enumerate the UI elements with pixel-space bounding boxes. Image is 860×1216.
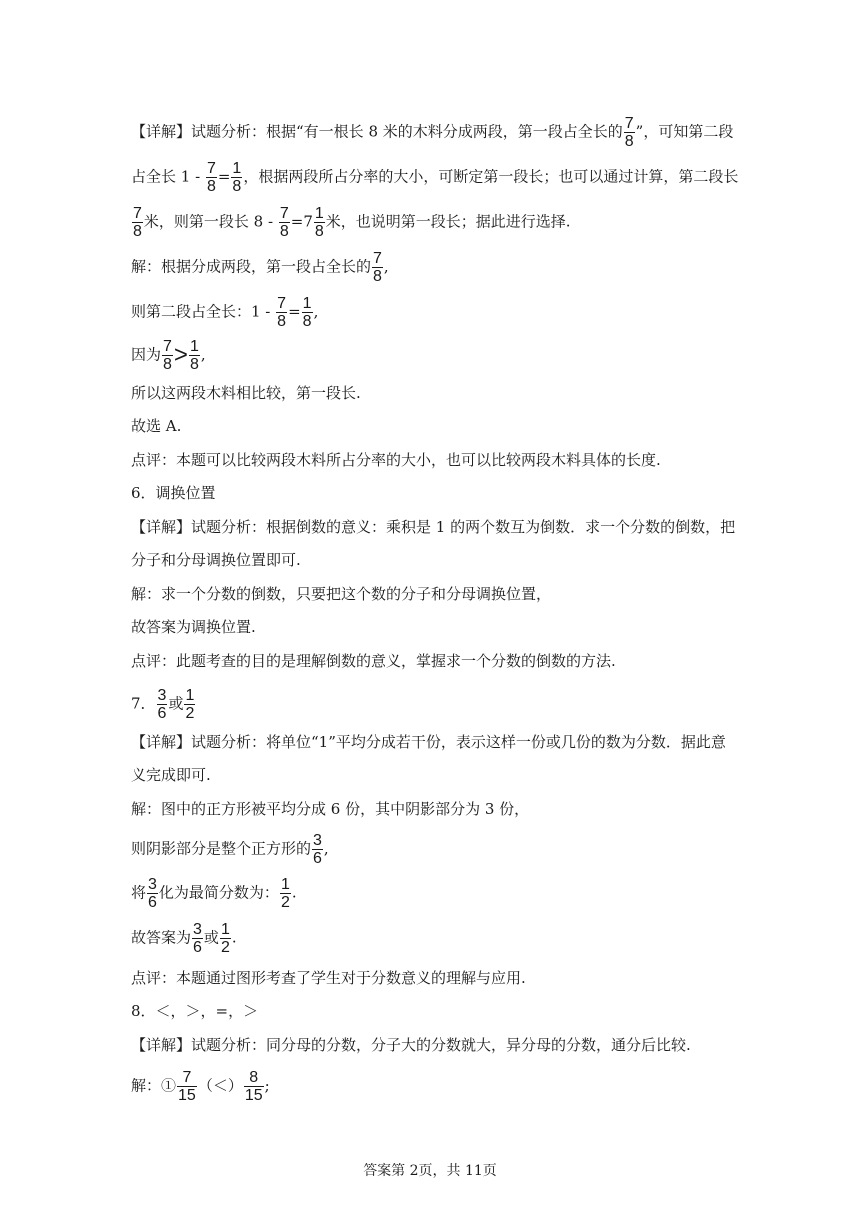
greater-than-sign: > bbox=[173, 341, 188, 369]
fraction: $\frac{7}{8}$ bbox=[206, 160, 216, 195]
question-6-answer: 6．调换位置 bbox=[131, 484, 216, 502]
fraction: $\frac{3}{6}$ bbox=[157, 687, 167, 722]
text: =7 bbox=[290, 212, 313, 231]
text: . bbox=[291, 883, 297, 902]
q7-analysis-line-2: 义完成即可. bbox=[131, 766, 211, 784]
text: ，根据两段所占分率的大小，可断定第一段长；也可以通过计算，第二段长 bbox=[243, 167, 739, 186]
question-8-answer: 8．＜，＞，=，＞ bbox=[131, 1002, 259, 1020]
text: 米，则第一段长 8 - bbox=[143, 212, 274, 231]
fraction: $\frac{3}{6}$ bbox=[148, 876, 157, 911]
fraction: $\frac{1}{8}$ bbox=[232, 160, 242, 195]
q7-solution-line-3 bbox=[131, 876, 297, 911]
text: 化为最简分数为： bbox=[158, 883, 279, 902]
q6-analysis-line-1: 【详解】试题分析：根据倒数的意义：乘积是 1 的两个数互为倒数．求一个分数的倒数，把 bbox=[131, 518, 736, 536]
fraction: $\frac{7}{15}$ bbox=[178, 1069, 196, 1104]
q7-solution-line-2 bbox=[131, 832, 329, 867]
fraction: $\frac{1}{2}$ bbox=[220, 921, 230, 956]
q6-analysis-line-2: 分子和分母调换位置即可. bbox=[131, 551, 301, 569]
solution-line-2 bbox=[131, 295, 318, 330]
fraction: $\frac{1}{8}$ bbox=[314, 205, 324, 240]
solution-line-3 bbox=[131, 338, 206, 373]
text: 因为 bbox=[131, 345, 162, 364]
fraction: $\frac{3}{6}$ bbox=[193, 921, 202, 956]
fraction: $\frac{1}{2}$ bbox=[280, 876, 290, 911]
text: , bbox=[313, 302, 319, 321]
q8-solution-line-1 bbox=[131, 1069, 270, 1104]
q6-solution: 解：求一个分数的倒数，只要把这个数的分子和分母调换位置， bbox=[131, 585, 552, 603]
text: . bbox=[231, 928, 237, 947]
fraction: $\frac{3}{6}$ bbox=[313, 832, 322, 867]
q7-answer bbox=[131, 921, 237, 956]
q6-comment: 点评：此题考查的目的是理解倒数的意义，掌握求一个分数的倒数的方法. bbox=[131, 652, 616, 670]
text: , bbox=[383, 257, 389, 276]
text: , bbox=[323, 839, 329, 858]
q7-analysis-line-1: 【详解】试题分析：将单位“1”平均分成若干份，表示这样一份或几份的数为分数．据此意 bbox=[131, 733, 726, 751]
fraction: $\frac{8}{15}$ bbox=[244, 1069, 263, 1104]
fraction: $\frac{1}{2}$ bbox=[185, 687, 195, 722]
text: = bbox=[288, 302, 301, 321]
analysis-line-2 bbox=[131, 160, 738, 195]
q8-analysis: 【详解】试题分析：同分母的分数，分子大的分数就大，异分母的分数，通分后比较. bbox=[131, 1036, 691, 1054]
q7-comment: 点评：本题通过图形考查了学生对于分数意义的理解与应用. bbox=[131, 969, 526, 987]
fraction: $\frac{7}{8}$ bbox=[279, 205, 289, 240]
text: 7． bbox=[131, 694, 156, 713]
fraction: $\frac{7}{8}$ bbox=[133, 205, 142, 240]
question-7-answer bbox=[131, 687, 196, 722]
text: （＜） bbox=[197, 1076, 243, 1095]
text: 故答案为 bbox=[131, 928, 192, 947]
fraction: $\frac{1}{8}$ bbox=[302, 295, 312, 330]
text: ; bbox=[264, 1076, 270, 1095]
text: 米，也说明第一段长；据此进行选择. bbox=[325, 212, 571, 231]
text: = bbox=[217, 167, 231, 186]
fraction: $\frac{7}{8}$ bbox=[277, 295, 287, 330]
text: ”，可知第二段 bbox=[635, 122, 734, 141]
text: 解：① bbox=[131, 1076, 177, 1095]
q7-solution-line-1: 解：图中的正方形被平均分成 6 份，其中阴影部分为 3 份， bbox=[131, 800, 530, 818]
text: 解：根据分成两段，第一段占全长的 bbox=[131, 257, 372, 276]
fraction: $\frac{7}{8}$ bbox=[163, 338, 172, 373]
text: 占全长 1 - bbox=[131, 167, 201, 186]
text: 或 bbox=[203, 928, 219, 947]
fraction: $\frac{7}{8}$ bbox=[624, 115, 634, 150]
text: 【详解】试题分析：根据“有一根长 8 米的木料分成两段，第一段占全长的 bbox=[131, 122, 623, 141]
comment: 点评：本题可以比较两段木料所占分率的大小，也可以比较两段木料具体的长度. bbox=[131, 451, 661, 469]
answer-choice: 故选 A. bbox=[131, 417, 182, 435]
analysis-line-1 bbox=[131, 115, 733, 150]
fraction: $\frac{7}{8}$ bbox=[373, 250, 382, 285]
text: 或 bbox=[168, 694, 184, 713]
page-footer: 答案第 2页，共 11页 bbox=[363, 1163, 497, 1179]
text: 则第二段占全长：1 - bbox=[131, 302, 271, 321]
solution-line-1 bbox=[131, 250, 389, 285]
text: 将 bbox=[131, 883, 147, 902]
fraction: $\frac{1}{8}$ bbox=[189, 338, 199, 373]
text: , bbox=[200, 345, 206, 364]
solution-line-4: 所以这两段木料相比较，第一段长. bbox=[131, 384, 361, 402]
analysis-line-3 bbox=[131, 205, 571, 240]
q6-answer: 故答案为调换位置. bbox=[131, 618, 256, 636]
text: 则阴影部分是整个正方形的 bbox=[131, 839, 312, 858]
